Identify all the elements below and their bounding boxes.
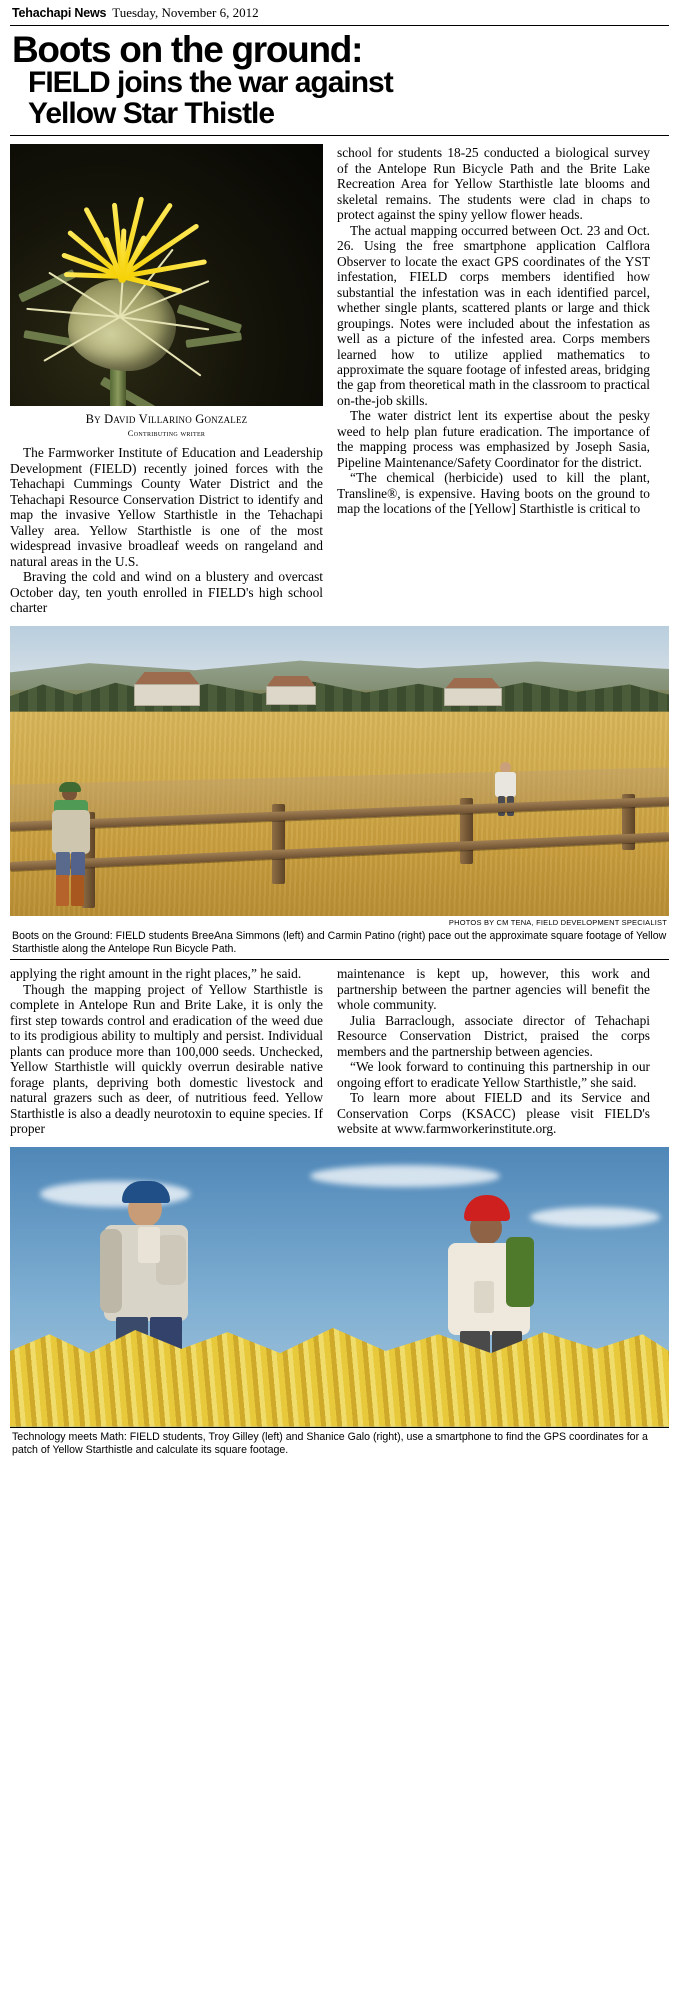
smartphone [138, 1227, 160, 1263]
boot [56, 875, 69, 906]
article-paragraph: Though the mapping project of Yellow Starthistle is complete in Antelope Run and Brite Lake, it is only the first step towards control and eradication of the weed due to its prodigious ability to multiply and persist. Individual plants can produce more than 100,000 seeds. Unchecked, Yellow Starthistle will quickly overrun desirable native forage plants, depriving both domestic livestock and natural grazers such as deer, of nutritious feed. Yellow Starthistle is also a deadly neurotoxin to equine species. If proper [10, 981, 323, 1137]
technology-photo [10, 1147, 669, 1427]
sleeve [156, 1235, 186, 1285]
headline-line-2: FIELD joins the war against [28, 66, 393, 100]
article-paragraph: To learn more about FIELD and its Service and Conservation Corps (KSACC) please visit FIELD's website at www.farmworkerinstitute.org. [337, 1090, 650, 1137]
byline-author: By David Villarino Gonzalez [85, 412, 248, 427]
bottom-photo-caption: Technology meets Math: FIELD students, Troy Gilley (left) and Shanice Galo (right), use a smartphone to find the GPS coordinates for a patch of Yellow Starthistle and calculate its square footage. [10, 1427, 669, 1465]
right-column [337, 144, 650, 615]
article-paragraph: applying the right amount in the right places,” he said. [10, 966, 302, 982]
jeans [56, 852, 70, 876]
person-breeana-simmons [48, 782, 96, 906]
beanie [464, 1195, 510, 1221]
article-paragraph: Braving the cold and wind on a blustery and overcast October day, ten youth enrolled in FIELD's high school charter [10, 569, 323, 616]
field-photo [10, 626, 669, 916]
publication-date: Tuesday, November 6, 2012 [112, 5, 259, 20]
byline [10, 406, 323, 438]
jeans [71, 852, 85, 876]
bottom-left-column [10, 966, 323, 1136]
cloud [310, 1165, 500, 1187]
headline [10, 26, 669, 136]
publication-name: Tehachapi News [12, 6, 107, 20]
headline-line-1: Boots on the ground: [12, 29, 363, 70]
house [444, 688, 502, 706]
boot [71, 875, 84, 906]
bottom-article-columns [10, 960, 669, 1136]
headline-line-3: Yellow Star Thistle [28, 96, 275, 130]
middle-photo-caption: Boots on the Ground: FIELD students BreeAna Simmons (left) and Carmin Patino (right) pace out the approximate square footage of Yellow Starthistle along the Antelope Run Bicycle Path. [10, 928, 669, 961]
smartphone [474, 1281, 494, 1313]
masthead [10, 0, 669, 26]
article-paragraph: Julia Barraclough, associate director of Tehachapi Resource Conservation District, praised the corps members and the partnership between agencies. [337, 1012, 650, 1059]
photo-credit: PHOTOS BY CM TENA, FIELD DEVELOPMENT SPECIALIST [448, 917, 667, 927]
article-paragraph: The actual mapping occurred between Oct. 23 and Oct. 26. Using the free smartphone application Calflora Observer to locate the exact GPS coordinates of the YST infestation, FIELD corps members identified how substantial the infestation was in each identified parcel, whether single plants, scattered plants or large and thick groupings. Notes were included about the infestation as well as a picture of the infested area. Corps members learned how to utilize applied mathematics to approximate the square footage of infested areas, bridging the gap from theoretical math in the classroom to practical on-the-job skills. [337, 222, 650, 408]
sleeve [100, 1229, 122, 1313]
article-paragraph: The Farmworker Institute of Education and Leadership Development (FIELD) recently joined forces with the Tehachapi Cummings County Water District and the Tehachapi Resource Conservation District to identify and map the invasive Yellow Starthistle in the Tehachapi Valley area. Yellow Starthistle is one of the most widespread invasive broadleaf weeds on rangeland and natural areas in the U.S. [10, 445, 323, 569]
torso [495, 772, 516, 797]
thistle-photo [10, 144, 323, 406]
house [266, 686, 316, 705]
article-paragraph: “The chemical (herbicide) used to kill the plant, Transline®, is expensive. Having boots on the ground to map the locations of the [Yellow] Starthistle is critical to [337, 470, 650, 517]
byline-role: Contributing writer [127, 428, 206, 439]
top-article-columns [10, 136, 669, 615]
backpack [506, 1237, 534, 1307]
article-paragraph: school for students 18-25 conducted a biological survey of the Antelope Run Bicycle Path and the Brite Lake Recreation Area for Yellow Starthistle late blooms and skeletal remains. The students were clad in chaps to protect against the spiny yellow flower heads. [337, 145, 650, 223]
cap [59, 782, 81, 792]
bottom-right-column [337, 966, 650, 1136]
house [134, 684, 200, 706]
head [500, 762, 511, 773]
jacket [52, 810, 90, 854]
article-paragraph: “We look forward to continuing this partnership in our ongoing effort to eradicate Yellow Starthistle,” she said. [337, 1059, 650, 1090]
article-paragraph: The water district lent its expertise about the pesky weed to help plan future eradication. The importance of the mapping process was emphasized by Joseph Sasia, Pipeline Maintenance/Safety Coordinator for the district. [337, 408, 650, 470]
left-column [10, 144, 323, 615]
field-photo-block [10, 616, 669, 961]
cap [122, 1181, 170, 1203]
article-paragraph: maintenance is kept up, however, this work and partnership between the partner agencies will benefit the whole community. [337, 966, 650, 1013]
